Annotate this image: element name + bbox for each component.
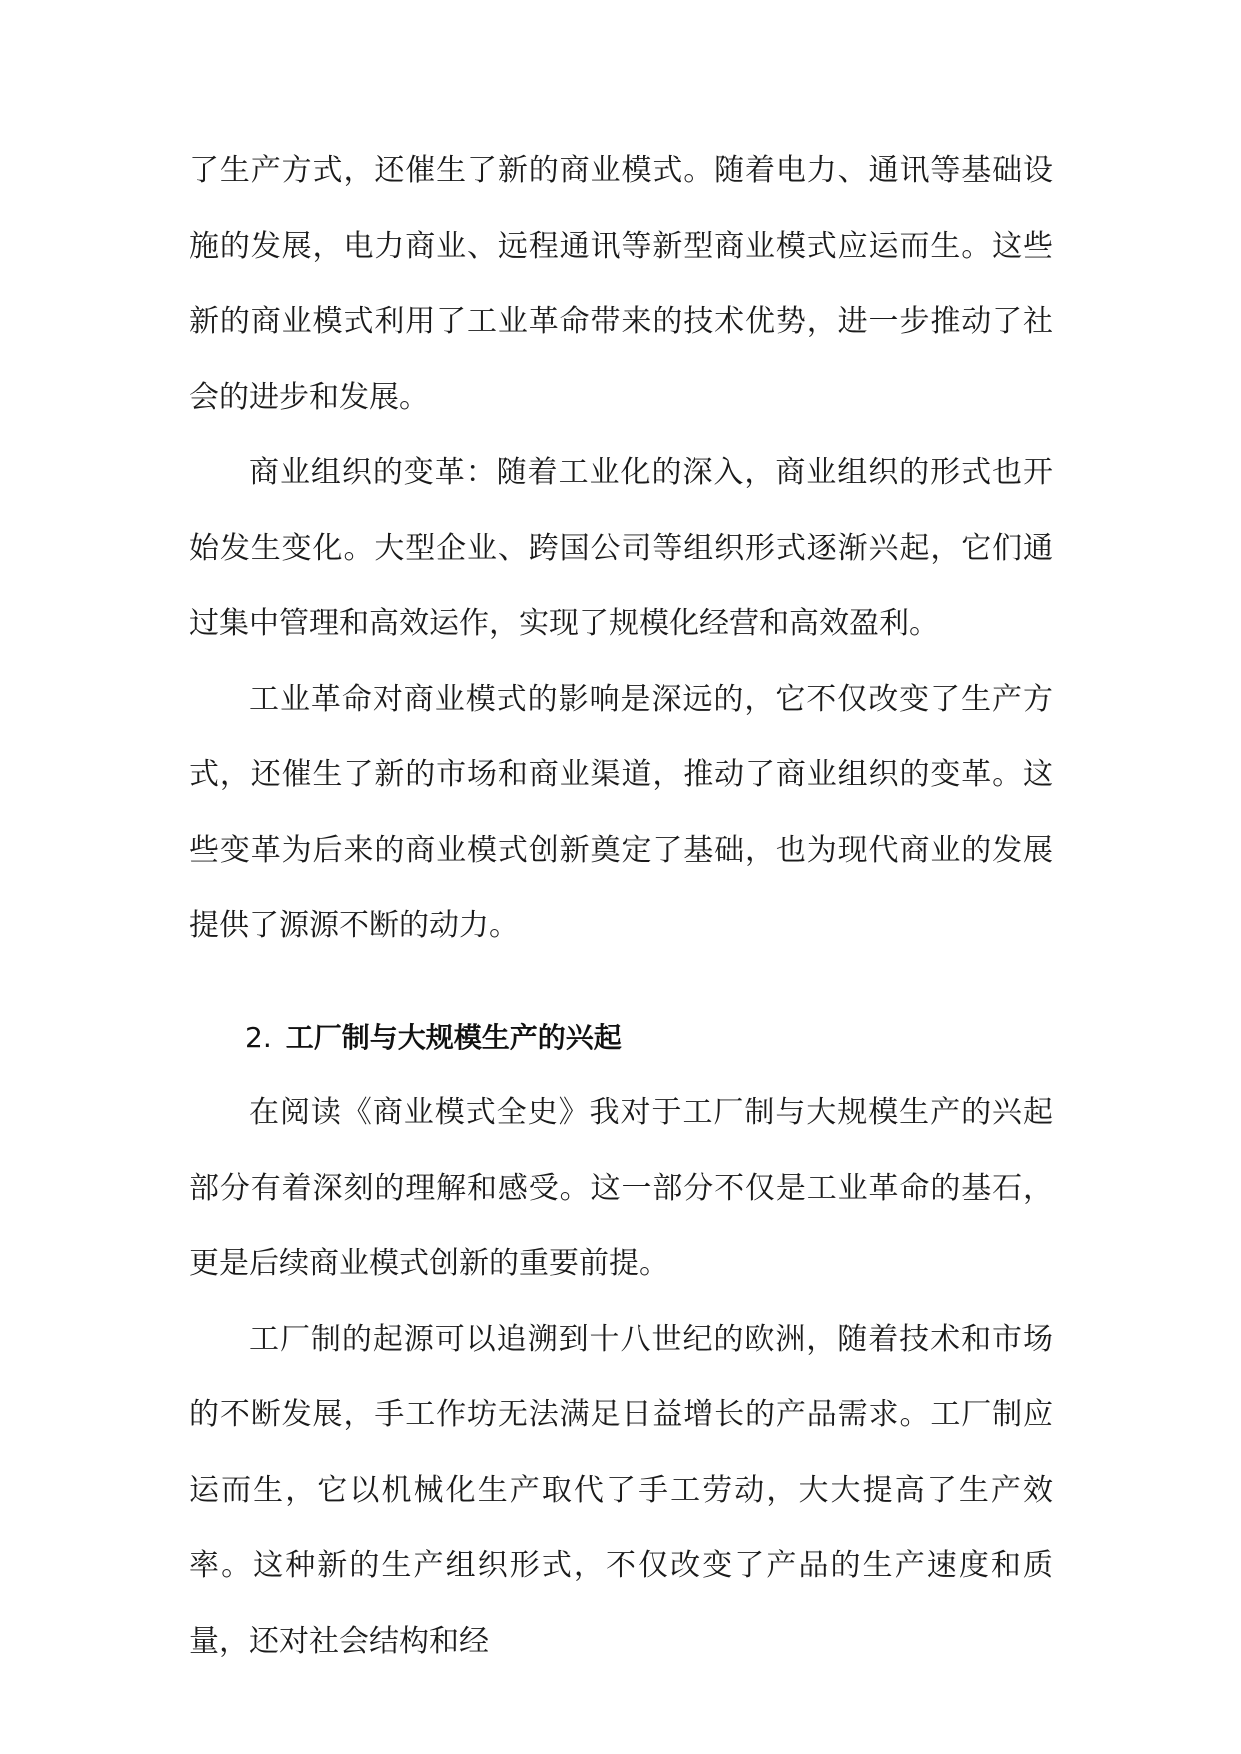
paragraph-4: 在阅读《商业模式全史》我对于工厂制与大规模生产的兴起部分有着深刻的理解和感受。这一部分不仅是工业革命的基石，更是后续商业模式创新的重要前提。: [189, 1095, 1053, 1281]
paragraph-2: 商业组织的变革：随着工业化的深入，商业组织的形式也开始发生变化。大型企业、跨国公司等组织形式逐渐兴起，它们通过集中管理和高效运作，实现了规模化经营和高效盈利。: [189, 455, 1053, 641]
paragraph-5: 工厂制的起源可以追溯到十八世纪的欧洲，随着技术和市场的不断发展，手工作坊无法满足日益增长的产品需求。工厂制应运而生，它以机械化生产取代了手工劳动，大大提高了生产效率。这种新的生产组织形式，不仅改变了产品的生产速度和质量，还对社会结构和经: [189, 1321, 1053, 1659]
paragraph-1: 了生产方式，还催生了新的商业模式。随着电力、通讯等基础设施的发展，电力商业、远程通讯等新型商业模式应运而生。这些新的商业模式利用了工业革命带来的技术优势，进一步推动了社会的进步和发展。: [189, 153, 1053, 415]
section-number: 2.: [245, 1020, 272, 1054]
section-title: 工厂制与大规模生产的兴起: [285, 1020, 622, 1054]
paragraph-3: 工业革命对商业模式的影响是深远的，它不仅改变了生产方式，还催生了新的市场和商业渠道，推动了商业组织的变革。这些变革为后来的商业模式创新奠定了基础，也为现代商业的发展提供了源源不断的动力。: [189, 681, 1053, 943]
document-body: [189, 133, 1053, 1679]
section-gap: [189, 964, 1053, 1000]
section-heading: [189, 1000, 1053, 1076]
